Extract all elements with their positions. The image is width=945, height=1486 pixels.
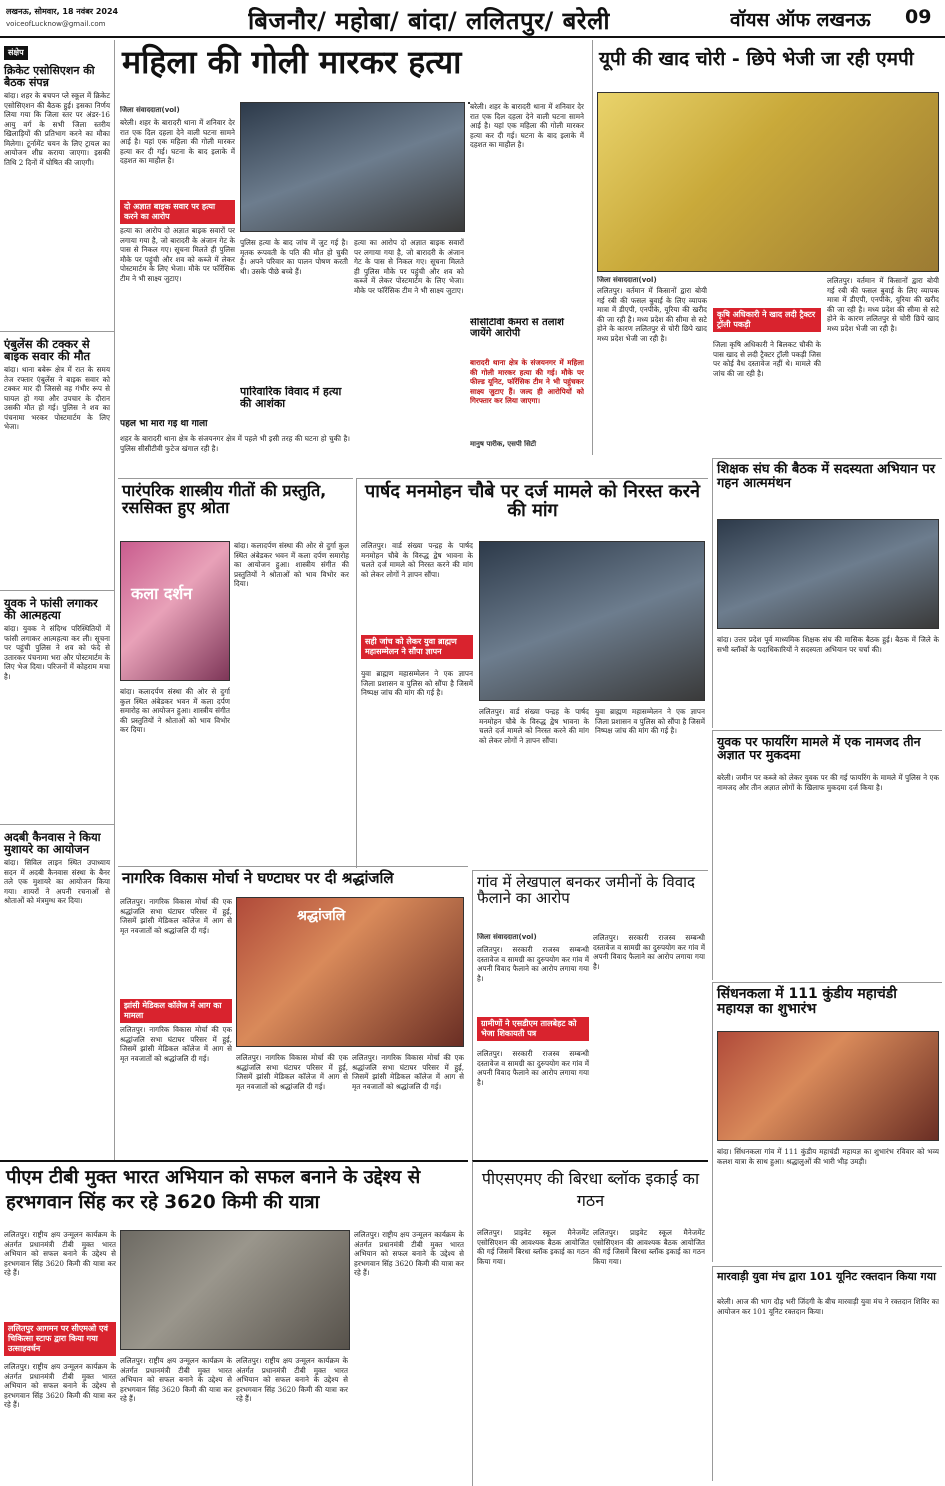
sindh-body: बांदा। सिंधनकला गांव में 111 कुंडीय महाचंडी महायज्ञ का शुभारंभ रविवार को भव्य कलश यात्रा के साथ हुआ। श्रद्धालुओं की भारी भीड़ उमड़ी। bbox=[717, 1147, 939, 1166]
sankshep-label: संक्षेप bbox=[4, 46, 28, 60]
pm-body: ललितपुर। राष्ट्रीय क्षय उन्मूलन कार्यक्रम के अंतर्गत प्रधानमंत्री टीबी मुक्त भारत अभियान को सफल बनाने के उद्देश्य से हरभगवान सिंह 3620 किमी की यात्रा कर रहे हैं। bbox=[4, 1230, 116, 1277]
shiksha-story bbox=[712, 458, 942, 728]
lead-photo bbox=[240, 102, 465, 232]
pm-story bbox=[0, 1160, 468, 1486]
sankshep-headline-3: युवक ने फांसी लगाकर की आत्महत्या bbox=[0, 590, 114, 624]
lead-story bbox=[118, 40, 588, 475]
lead-sub-1: दो अज्ञात बाइक सवार पर हत्या करने का आरोप bbox=[120, 200, 235, 224]
shastriya-body-2: बांदा। कलादर्पण संस्था की ओर से दुर्गा कुल स्थित अंबेडकर भवन में कला दर्पण समारोह का आयोजन हुआ। शास्त्रीय संगीत की प्रस्तुतियों ने श्रोताओं को भाव विभोर कर दिया। bbox=[120, 687, 230, 734]
sankshep-column bbox=[0, 40, 115, 1160]
lead-headline: महिला की गोली मारकर हत्या bbox=[122, 43, 462, 81]
khad-byline: जिला संवाददाता(vol) bbox=[597, 276, 657, 284]
shastriya-body: बांदा। कलादर्पण संस्था की ओर से दुर्गा कुल स्थित अंबेडकर भवन में कला दर्पण समारोह का आयोजन हुआ। शास्त्रीय संगीत की प्रस्तुतियों ने श्रोताओं को भाव विभोर कर दिया। bbox=[234, 541, 349, 588]
pm-photo bbox=[120, 1230, 350, 1350]
pm-body-5: ललितपुर। राष्ट्रीय क्षय उन्मूलन कार्यक्रम के अंतर्गत प्रधानमंत्री टीबी मुक्त भारत अभियान को सफल बनाने के उद्देश्य से हरभगवान सिंह 3620 किमी की यात्रा कर रहे हैं। bbox=[354, 1230, 464, 1277]
sankshep-headline-1: क्रिकेट एसोसिएशन की बैठक संपन्न bbox=[4, 64, 95, 89]
pm-body-4: ललितपुर। राष्ट्रीय क्षय उन्मूलन कार्यक्रम के अंतर्गत प्रधानमंत्री टीबी मुक्त भारत अभियान को सफल बनाने के उद्देश्य से हरभगवान सिंह 3620 किमी की यात्रा कर रहे हैं। bbox=[236, 1356, 348, 1403]
masthead-brand: वॉयस ऑफ लखनऊ bbox=[730, 9, 871, 31]
parshad-body-3: ललितपुर। वार्ड संख्या पन्द्रह के पार्षद मनमोहन चौबे के विरुद्ध द्वेष भावना के चलते दर्ज मामले को निरस्त करने की मांग को लेकर लोगों ने ज्ञापन सौंपा। bbox=[479, 707, 589, 745]
pacs-story bbox=[472, 1160, 708, 1486]
nagrik-sub: झांसी मेडिकल कॉलेज में आग का मामला bbox=[120, 999, 232, 1023]
shastriya-story bbox=[118, 478, 353, 863]
khad-body: ललितपुर। वर्तमान में किसानों द्वारा बोयी गई रबी की फसल बुवाई के लिए व्यापक मात्रा में डीएपी, एनपीके, यूरिया की खरीद की जा रही है। मध्य प्रदेश की सीमा से सटे होने के कारण ललितपुर से चोरी छिपे खाद मध्य प्रदेश भेजी जा रही है। bbox=[597, 286, 707, 343]
lead-byline: जिला संवाददाता(vol) bbox=[120, 106, 180, 114]
pm-body-3: ललितपुर। राष्ट्रीय क्षय उन्मूलन कार्यक्रम के अंतर्गत प्रधानमंत्री टीबी मुक्त भारत अभियान को सफल बनाने के उद्देश्य से हरभगवान सिंह 3620 किमी की यात्रा कर रहे हैं। bbox=[120, 1356, 232, 1403]
lead-sub-4: सीसीटीवी कैमरों से तलाशे जायेंगे आरोपी bbox=[470, 318, 564, 339]
lekhpal-body: ललितपुर। सरकारी राजस्व सम्बन्धी दस्तावेज व सामग्री का दुरुपयोग कर गांव में अपनी विवाद फैलाने का आरोप लगाया गया है। bbox=[477, 945, 589, 983]
sankshep-headline-4: अदबी कैनवास ने किया मुशायरे का आयोजन bbox=[0, 824, 114, 858]
lead-sub-3: पारिवारिक विवाद में हत्या की आशंका bbox=[240, 386, 342, 410]
shastriya-headline: पारंपरिक शास्त्रीय गीतों की प्रस्तुति, रससिक्त हुए श्रोता bbox=[122, 481, 327, 517]
pacs-body-2: ललितपुर। प्राइवेट स्कूल मैनेजमेंट एसोसिएशन की आवश्यक बैठक आयोजित की गई जिसमें बिरधा ब्लॉक इकाई का गठन किया गया। bbox=[593, 1228, 705, 1266]
sindh-photo bbox=[717, 1031, 939, 1141]
lekhpal-sub: ग्रामीणों ने एसडीएम तालबेहट को भेजा शिकायती पत्र bbox=[477, 1017, 589, 1041]
sankshep-text-3: बांदा। युवक ने संदिग्ध परिस्थितियों में फांसी लगाकर आत्महत्या कर ली। सूचना पर पहुंची पुलिस ने शव को फंदे से उतारकर पंचनामा भरा और पोस्टमार्टम के लिए भेज दिया। परिजनों में कोहराम मचा है। bbox=[4, 624, 110, 681]
nagrik-body-4: ललितपुर। नागरिक विकास मोर्चा की एक श्रद्धांजलि सभा घंटाघर परिसर में हुई, जिसमें झांसी मेडिकल कॉलेज में आग से मृत नवजातों को श्रद्धांजलि दी गई। bbox=[352, 1053, 464, 1091]
khad-story bbox=[592, 40, 942, 455]
lead-right-col: बरेली। शहर के बारादरी थाना में शनिवार देर रात एक दिल दहला देने वाली घटना सामने आई है। यहां एक महिला की गोली मारकर हत्या कर दी गई। घटना के बाद इलाके में दहशत का माहौल है। bbox=[470, 102, 584, 149]
pm-sub: ललितपुर आगमन पर सीएमओ एवं चिकित्सा स्टाफ द्वारा किया गया उत्साहवर्धन bbox=[4, 1322, 116, 1356]
lekhpal-body-2: ललितपुर। सरकारी राजस्व सम्बन्धी दस्तावेज व सामग्री का दुरुपयोग कर गांव में अपनी विवाद फैलाने का आरोप लगाया गया है। bbox=[477, 1049, 589, 1087]
nagrik-body-3: ललितपुर। नागरिक विकास मोर्चा की एक श्रद्धांजलि सभा घंटाघर परिसर में हुई, जिसमें झांसी मेडिकल कॉलेज में आग से मृत नवजातों को श्रद्धांजलि दी गई। bbox=[236, 1053, 348, 1091]
marwari-story bbox=[712, 1266, 942, 1481]
shiksha-photo bbox=[717, 519, 939, 629]
khad-photo bbox=[597, 92, 939, 272]
lead-body-3: शहर के बारादरी थाना क्षेत्र के संजयनगर क्षेत्र में पहले भी इसी तरह की घटना हो चुकी है। पुलिस सीसीटीवी फुटेज खंगाल रही है। bbox=[120, 434, 350, 453]
masthead-cities: बिजनौर/ महोबा/ बांदा/ ललितपुर/ बरेली bbox=[248, 7, 611, 35]
khad-body-2: जिला कृषि अधिकारी ने बिलकट चौकी के पास खाद से लदी ट्रैक्टर ट्रॉली पकड़ी जिस पर कोई वैध दस्तावेज नहीं थे। मामले की जांच की जा रही है। bbox=[713, 340, 821, 378]
pm-headline: पीएम टीबी मुक्त भारत अभियान को सफल बनाने के उद्देश्य से हरभगवान सिंह कर रहे 3620 किमी की यात्रा bbox=[6, 1167, 421, 1213]
sankshep-text-4: बांदा। सिविल लाइन स्थित उपाध्याय सदन में अदबी कैनवास संस्था के बैनर तले एक मुशायरे का आयोजन किया गया। शायरों ने अपनी रचनाओं से श्रोताओं को मंत्रमुग्ध कर दिया। bbox=[4, 858, 110, 906]
pm-body-2: ललितपुर। राष्ट्रीय क्षय उन्मूलन कार्यक्रम के अंतर्गत प्रधानमंत्री टीबी मुक्त भारत अभियान को सफल बनाने के उद्देश्य से हरभगवान सिंह 3620 किमी की यात्रा कर रहे हैं। bbox=[4, 1362, 116, 1409]
lead-sub-2: पहले भी मारी गई थी गोली bbox=[120, 420, 208, 429]
lekhpal-body-3: ललितपुर। सरकारी राजस्व सम्बन्धी दस्तावेज व सामग्री का दुरुपयोग कर गांव में अपनी विवाद फैलाने का आरोप लगाया गया है। bbox=[593, 933, 705, 971]
fire-body: बरेली। जमीन पर कब्जे को लेकर युवक पर की गई फायरिंग के मामले में पुलिस ने एक नामजद और तीन अज्ञात लोगों के खिलाफ मुकदमा दर्ज किया है। bbox=[717, 773, 939, 792]
lead-body-2: हत्या का आरोप दो अज्ञात बाइक सवारों पर लगाया गया है, जो बारादरी के अंजान गेट के पास से निकल गए। सूचना मिलते ही पुलिस मौके पर पहुंची और शव को कब्जे में लेकर पोस्टमार्टम के लिए भेजा। मौके पर फॉरेंसिक टीम ने भी साक्ष्य जुटाए। bbox=[120, 226, 235, 283]
lead-body-4: पुलिस हत्या के बाद जांच में जुट गई है। मृतक रूपवती के पति की मौत हो चुकी है। अपने परिवार का पालन पोषण करती थी। उसके पीछे बच्चे हैं। bbox=[240, 238, 348, 276]
parshad-body: ललितपुर। वार्ड संख्या पन्द्रह के पार्षद मनमोहन चौबे के विरुद्ध द्वेष भावना के चलते दर्ज मामले को निरस्त करने की मांग को लेकर लोगों ने ज्ञापन सौंपा। bbox=[361, 541, 473, 579]
lead-body-1: बरेली। शहर के बारादरी थाना में शनिवार देर रात एक दिल दहला देने वाली घटना सामने आई है। यहां एक महिला की गोली मारकर हत्या कर दी गई। घटना के बाद इलाके में दहशत का माहौल है। bbox=[120, 118, 235, 165]
parshad-headline: पार्षद मनमोहन चौबे पर दर्ज मामले को निरस्त करने की मांग bbox=[365, 481, 700, 521]
nagrik-headline: नागरिक विकास मोर्चा ने घण्टाघर पर दी श्रद्धांजलि bbox=[122, 869, 394, 887]
shastriya-photo-text: कला दर्शन bbox=[131, 584, 193, 603]
parshad-body-4: युवा ब्राह्मण महासम्मेलन ने एक ज्ञापन जिला प्रशासन व पुलिस को सौंपा है जिसमें निष्पक्ष जांच की मांग की गई है। bbox=[595, 707, 705, 735]
lekhpal-story bbox=[472, 870, 708, 1160]
nagrik-body-2: ललितपुर। नागरिक विकास मोर्चा की एक श्रद्धांजलि सभा घंटाघर परिसर में हुई, जिसमें झांसी मेडिकल कॉलेज में आग से मृत नवजातों को श्रद्धांजलि दी गई। bbox=[120, 1025, 232, 1063]
masthead-date: लखनऊ, सोमवार, 18 नवंबर 2024 bbox=[6, 7, 119, 16]
fire-headline: युवक पर फायरिंग मामले में एक नामजद तीन अज्ञात पर मुकदमा bbox=[717, 734, 921, 763]
marwari-body: बरेली। आज की भाग दौड़ भरी जिंदगी के बीच मारवाड़ी युवा मंच ने रक्तदान शिविर का आयोजन कर 101 यूनिट रक्तदान किया। bbox=[717, 1297, 939, 1316]
marwari-headline: मारवाड़ी युवा मंच द्वारा 101 यूनिट रक्तदान किया गया bbox=[717, 1270, 936, 1283]
lead-quote-by: मानुष पारीक, एसपी सिटी bbox=[470, 440, 537, 448]
khad-body-3: ललितपुर। वर्तमान में किसानों द्वारा बोयी गई रबी की फसल बुवाई के लिए व्यापक मात्रा में डीएपी, एनपीके, यूरिया की खरीद की जा रही है। मध्य प्रदेश की सीमा से सटे होने के कारण ललितपुर से चोरी छिपे खाद मध्य प्रदेश भेजी जा रही है। bbox=[827, 276, 939, 333]
masthead-page-no: 09 bbox=[905, 6, 932, 28]
pacs-headline: पीएसएमए की बिरधा ब्लॉक इकाई का गठन bbox=[481, 1169, 700, 1211]
parshad-body-2: युवा ब्राह्मण महासम्मेलन ने एक ज्ञापन जिला प्रशासन व पुलिस को सौंपा है जिसमें निष्पक्ष जांच की मांग की गई है। bbox=[361, 669, 473, 697]
lead-body-5: हत्या का आरोप दो अज्ञात बाइक सवारों पर लगाया गया है, जो बारादरी के अंजान गेट के पास से निकल गए। सूचना मिलते ही पुलिस मौके पर पहुंची और शव को कब्जे में लेकर पोस्टमार्टम के लिए भेजा। मौके पर फॉरेंसिक टीम ने भी साक्ष्य जुटाए। bbox=[354, 238, 464, 295]
shiksha-body: बांदा। उत्तर प्रदेश पूर्व माध्यमिक शिक्षक संघ की मासिक बैठक हुई। बैठक में जिले के सभी ब्लॉकों के पदाधिकारियों ने सदस्यता अभियान पर चर्चा की। bbox=[717, 635, 939, 654]
khad-headline: यूपी की खाद चोरी - छिपे भेजी जा रही एमपी bbox=[599, 48, 914, 70]
khad-sub: कृषि अधिकारी ने खाद लदी ट्रैक्टर ट्रॉली पकड़ी bbox=[713, 308, 821, 332]
sankshep-headline-2: एंबुलेंस की टक्कर से बाइक सवार की मौत bbox=[0, 331, 114, 365]
nagrik-body: ललितपुर। नागरिक विकास मोर्चा की एक श्रद्धांजलि सभा घंटाघर परिसर में हुई, जिसमें झांसी मेडिकल कॉलेज में आग से मृत नवजातों को श्रद्धांजलि दी गई। bbox=[120, 897, 232, 935]
sankshep-text-2: बांदा। थाना बबेरू क्षेत्र में रात के समय तेज रफ्तार एंबुलेंस ने बाइक सवार को टक्कर मार दी जिससे वह गंभीर रूप से घायल हो गया और उपचार के दौरान उसकी मौत हो गई। पुलिस ने शव का पंचनामा भरकर पोस्टमार्टम के लिए भेजा। bbox=[4, 365, 110, 432]
parshad-story bbox=[356, 478, 708, 868]
nagrik-story bbox=[118, 866, 468, 1156]
sindh-headline: सिंधनकला में 111 कुंडीय महाचंडी महायज्ञ का शुभारंभ bbox=[717, 986, 897, 1017]
pacs-body: ललितपुर। प्राइवेट स्कूल मैनेजमेंट एसोसिएशन की आवश्यक बैठक आयोजित की गई जिसमें बिरधा ब्लॉक इकाई का गठन किया गया। bbox=[477, 1228, 589, 1266]
masthead bbox=[0, 0, 945, 38]
parshad-sub: सही जांच को लेकर युवा ब्राह्मण महासम्मेलन ने सौंपा ज्ञापन bbox=[361, 635, 473, 659]
sindh-story bbox=[712, 982, 942, 1262]
lead-quote: बारादरी थाना क्षेत्र के संजयनगर में महिला की गोली मारकर हत्या की गई। मौके पर फील्ड यूनिट, फॉरेंसिक टीम ने भी पहुंचकर साक्ष्य जुटाए हैं। जल्द ही आरोपियों को गिरफ्तार कर लिया जाएगा। bbox=[470, 358, 584, 405]
shastriya-photo bbox=[120, 541, 230, 681]
fire-story bbox=[712, 730, 942, 980]
sankshep-text-1: बांदा। शहर के बचपन प्ले स्कूल में क्रिकेट एसोसिएशन की बैठक हुई। इसका निर्णय लिया गया कि जिला स्तर पर अंडर-16 आयु वर्ग के सभी जिला स्तरीय खिलाड़ियों की प्रतिभाग करने का मौका मिलेगा। टूर्नामेंट चयन के लिए ट्रायल का आयोजन शीघ्र कराया जाएगा। इसकी तिथि 2 दिनों में घोषित की जाएगी। bbox=[4, 91, 110, 167]
masthead-url: voiceofLucknow@gmail.com bbox=[6, 20, 106, 28]
lekhpal-byline: जिला संवाददाता(vol) bbox=[477, 933, 537, 941]
shiksha-headline: शिक्षक संघ की बैठक में सदस्यता अभियान पर गहन आत्ममंथन bbox=[717, 462, 936, 491]
nagrik-photo-text: श्रद्धांजलि bbox=[297, 908, 346, 924]
parshad-photo bbox=[479, 541, 705, 701]
lekhpal-headline: गांव में लेखपाल बनकर जमीनों के विवाद फैलाने का आरोप bbox=[477, 873, 695, 907]
nagrik-photo bbox=[236, 897, 464, 1047]
